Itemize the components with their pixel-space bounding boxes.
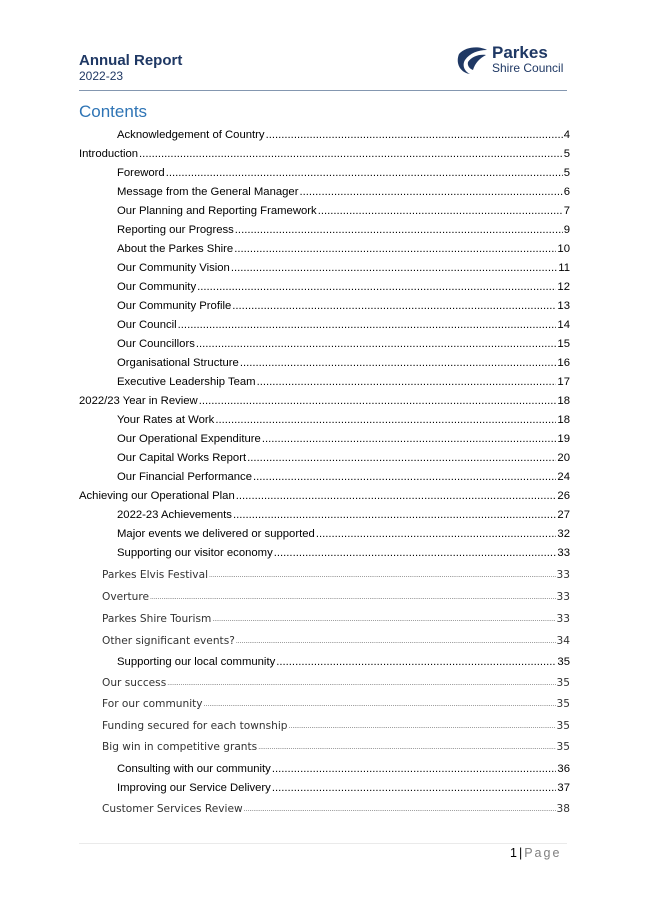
toc-entry[interactable] xyxy=(79,527,570,542)
toc-entry[interactable] xyxy=(79,719,570,734)
toc-entry[interactable] xyxy=(79,612,570,627)
toc-entry-label: Our Councillors xyxy=(117,338,195,350)
toc-entry-page: 18 xyxy=(557,414,570,426)
toc-entry[interactable] xyxy=(79,261,570,276)
toc-entry-page: 34 xyxy=(556,635,570,647)
toc-dot-leader xyxy=(272,781,557,796)
toc-entry-page: 27 xyxy=(557,509,570,521)
toc-dot-leader xyxy=(316,527,557,542)
toc-entry-label: Your Rates at Work xyxy=(117,414,215,426)
toc-entry[interactable] xyxy=(79,413,570,428)
toc-entry-label: Foreword xyxy=(117,167,165,179)
toc-entry[interactable] xyxy=(79,242,570,257)
page-separator: | xyxy=(518,846,523,860)
toc-entry-label: Our Operational Expenditure xyxy=(117,433,261,445)
toc-entry-label: Funding secured for each township xyxy=(102,720,288,732)
contents-heading: Contents xyxy=(79,102,148,121)
toc-entry-label: Consulting with our community xyxy=(117,763,271,775)
toc-entry-page: 24 xyxy=(557,471,570,483)
toc-dot-leader xyxy=(197,280,556,295)
toc-entry[interactable] xyxy=(79,280,570,295)
toc-entry-page: 16 xyxy=(557,357,570,369)
toc-entry-label: 2022/23 Year in Review xyxy=(79,395,198,407)
toc-entry-page: 13 xyxy=(557,300,570,312)
toc-entry[interactable] xyxy=(79,337,570,352)
toc-entry-page: 35 xyxy=(557,656,570,668)
toc-entry[interactable] xyxy=(79,204,570,219)
toc-dot-leader xyxy=(253,470,556,485)
toc-entry-label: Our Planning and Reporting Framework xyxy=(117,205,317,217)
toc-entry-page: 38 xyxy=(556,803,570,815)
toc-dot-leader xyxy=(234,242,556,257)
toc-dot-leader xyxy=(231,261,557,276)
toc-dot-leader xyxy=(166,166,563,181)
toc-entry[interactable] xyxy=(79,781,570,796)
toc-entry-page: 4 xyxy=(563,129,570,141)
toc-entry[interactable] xyxy=(79,394,570,409)
toc-entry[interactable] xyxy=(79,634,570,649)
toc-entry-page: 15 xyxy=(557,338,570,350)
toc-entry-label: Major events we delivered or supported xyxy=(117,528,315,540)
parkes-shire-council-logo xyxy=(456,44,576,76)
toc-entry[interactable] xyxy=(79,185,570,200)
toc-entry[interactable] xyxy=(79,470,570,485)
toc-entry-label: Our Community xyxy=(117,281,197,293)
toc-entry[interactable] xyxy=(79,590,570,605)
toc-dot-leader xyxy=(247,451,556,466)
toc-entry-page: 35 xyxy=(556,720,570,732)
toc-entry-label: Organisational Structure xyxy=(117,357,239,369)
toc-entry-page: 33 xyxy=(556,613,570,625)
toc-entry[interactable] xyxy=(79,740,570,755)
toc-entry-label: Big win in competitive grants xyxy=(102,741,258,753)
toc-entry-page: 5 xyxy=(563,148,570,160)
toc-entry-page: 9 xyxy=(563,224,570,236)
toc-dot-leader xyxy=(139,147,563,162)
toc-entry-label: Our Capital Works Report xyxy=(117,452,247,464)
toc-entry-page: 32 xyxy=(557,528,570,540)
toc-dot-leader xyxy=(236,489,557,504)
toc-entry-page: 33 xyxy=(556,591,570,603)
toc-entry[interactable] xyxy=(79,655,570,670)
toc-dot-leader xyxy=(199,394,557,409)
toc-entry[interactable] xyxy=(79,432,570,447)
page-number: 1 xyxy=(510,846,517,860)
toc-entry-page: 14 xyxy=(557,319,570,331)
toc-entry[interactable] xyxy=(79,697,570,712)
toc-dot-leader xyxy=(274,546,557,561)
toc-entry[interactable] xyxy=(79,508,570,523)
toc-entry-page: 19 xyxy=(557,433,570,445)
toc-entry[interactable] xyxy=(79,223,570,238)
report-title: Annual Report xyxy=(79,52,183,69)
toc-dot-leader xyxy=(209,568,556,583)
logo-line-2: Shire Council xyxy=(492,61,564,75)
toc-dot-leader xyxy=(258,740,555,755)
toc-entry[interactable] xyxy=(79,147,570,162)
toc-entry-page: 37 xyxy=(557,782,570,794)
toc-entry-page: 33 xyxy=(556,569,570,581)
toc-dot-leader xyxy=(235,223,563,238)
toc-entry-label: Improving our Service Delivery xyxy=(117,782,271,794)
toc-dot-leader xyxy=(257,375,557,390)
toc-entry-page: 20 xyxy=(557,452,570,464)
toc-entry[interactable] xyxy=(79,451,570,466)
toc-entry-page: 11 xyxy=(558,262,570,274)
report-year: 2022-23 xyxy=(79,69,124,83)
toc-entry-label: Parkes Elvis Festival xyxy=(102,569,209,581)
toc-dot-leader xyxy=(215,413,556,428)
toc-entry-label: Our Community Profile xyxy=(117,300,232,312)
toc-entry[interactable] xyxy=(79,356,570,371)
toc-entry[interactable] xyxy=(79,489,570,504)
toc-entry-label: Supporting our local community xyxy=(117,656,276,668)
toc-dot-leader xyxy=(262,432,557,447)
toc-dot-leader xyxy=(232,299,556,314)
toc-entry-label: Overture xyxy=(102,591,149,603)
toc-dot-leader xyxy=(244,802,556,817)
toc-dot-leader xyxy=(289,719,556,734)
toc-entry[interactable] xyxy=(79,166,570,181)
toc-dot-leader xyxy=(299,185,562,200)
toc-dot-leader xyxy=(266,128,563,143)
toc-entry-page: 17 xyxy=(557,376,570,388)
toc-entry-label: Our Council xyxy=(117,319,177,331)
logo-emblem-icon xyxy=(456,44,490,76)
toc-dot-leader xyxy=(236,634,556,649)
toc-dot-leader xyxy=(233,508,556,523)
toc-dot-leader xyxy=(196,337,557,352)
toc-dot-leader xyxy=(178,318,557,333)
toc-entry-label: Our Community Vision xyxy=(117,262,230,274)
toc-entry-label: Our success xyxy=(102,677,167,689)
toc-entry-label: Our Financial Performance xyxy=(117,471,252,483)
toc-entry-label: Reporting our Progress xyxy=(117,224,234,236)
logo-line-1: Parkes xyxy=(492,43,548,62)
toc-entry[interactable] xyxy=(79,802,570,817)
toc-entry-page: 12 xyxy=(557,281,570,293)
toc-entry-page: 35 xyxy=(556,677,570,689)
toc-entry-label: Achieving our Operational Plan xyxy=(79,490,235,502)
toc-entry[interactable] xyxy=(79,128,570,143)
toc-entry[interactable] xyxy=(79,375,570,390)
footer-divider xyxy=(79,843,567,844)
page-footer xyxy=(510,846,561,860)
toc-entry-page: 36 xyxy=(557,763,570,775)
toc-entry-label: Customer Services Review xyxy=(102,803,243,815)
toc-entry-label: Introduction xyxy=(79,148,139,160)
toc-dot-leader xyxy=(272,762,557,777)
toc-entry-label: For our community xyxy=(102,698,203,710)
toc-entry-label: Supporting our visitor economy xyxy=(117,547,273,559)
toc-entry-page: 5 xyxy=(563,167,570,179)
toc-dot-leader xyxy=(204,697,556,712)
toc-entry-page: 10 xyxy=(557,243,570,255)
toc-entry-page: 7 xyxy=(563,205,570,217)
toc-entry-page: 35 xyxy=(556,741,570,753)
toc-dot-leader xyxy=(150,590,556,605)
toc-dot-leader xyxy=(318,204,563,219)
toc-entry-page: 26 xyxy=(557,490,570,502)
toc-dot-leader xyxy=(240,356,557,371)
toc-entry-label: Parkes Shire Tourism xyxy=(102,613,212,625)
toc-entry[interactable] xyxy=(79,299,570,314)
toc-dot-leader xyxy=(212,612,555,627)
toc-entry-label: Acknowledgement of Country xyxy=(117,129,265,141)
toc-dot-leader xyxy=(276,655,556,670)
toc-entry-label: Message from the General Manager xyxy=(117,186,299,198)
toc-entry-page: 6 xyxy=(563,186,570,198)
toc-entry-label: Other significant events? xyxy=(102,635,235,647)
toc-dot-leader xyxy=(167,676,555,691)
toc-entry-label: 2022-23 Achievements xyxy=(117,509,232,521)
header-divider xyxy=(79,90,567,91)
toc-entry-label: About the Parkes Shire xyxy=(117,243,234,255)
toc-entry-page: 18 xyxy=(557,395,570,407)
toc-entry-page: 33 xyxy=(557,547,570,559)
toc-entry[interactable] xyxy=(79,546,570,561)
toc-entry[interactable] xyxy=(79,568,570,583)
page-word: Page xyxy=(524,846,562,860)
toc-entry-label: Executive Leadership Team xyxy=(117,376,256,388)
toc-entry[interactable] xyxy=(79,762,570,777)
toc-entry[interactable] xyxy=(79,676,570,691)
toc-entry-page: 35 xyxy=(556,698,570,710)
toc-entry[interactable] xyxy=(79,318,570,333)
